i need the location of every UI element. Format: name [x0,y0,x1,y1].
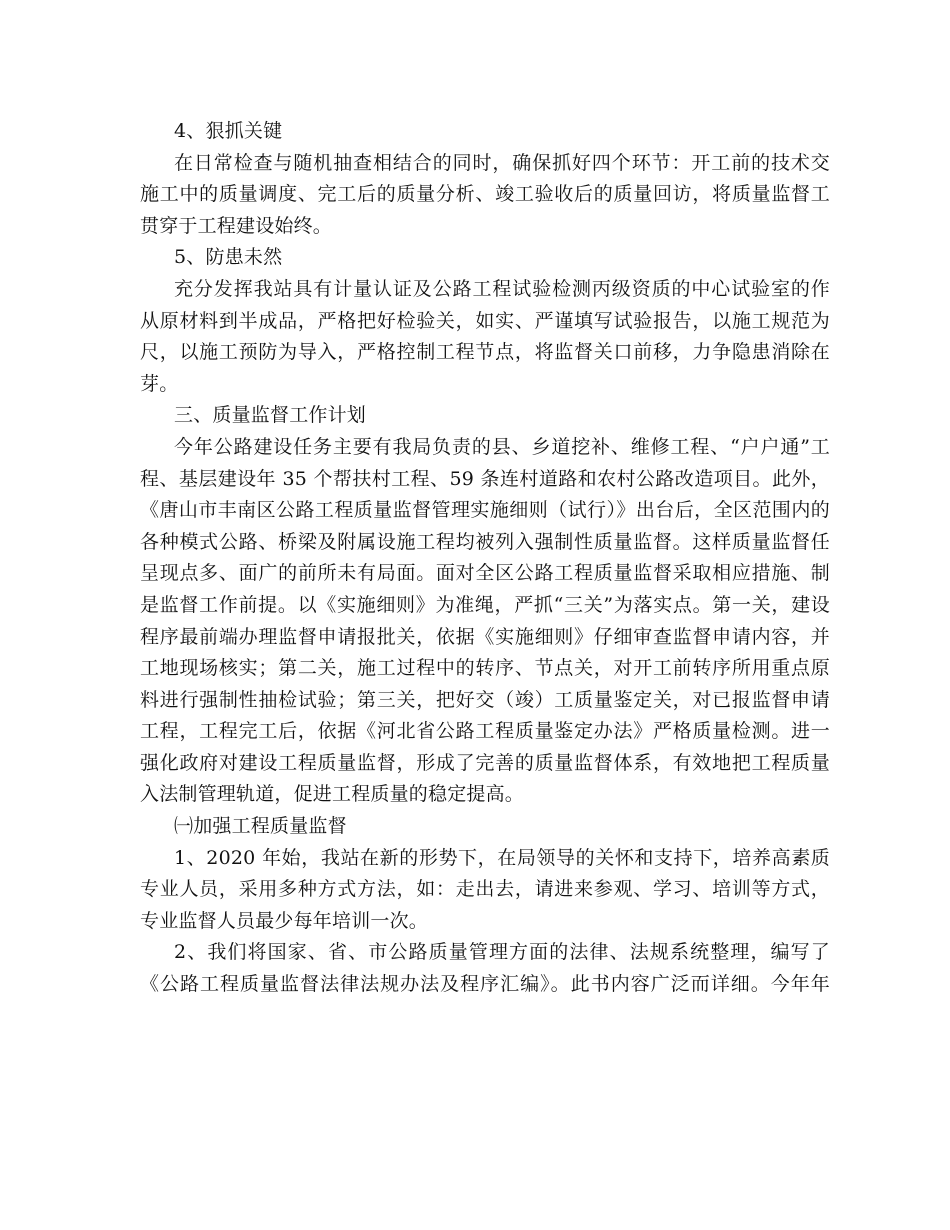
text-line: 《公路工程质量监督法律法规办法及程序汇编》。此书内容广泛而详细。今年年 [140,973,830,996]
section-heading [140,242,830,274]
text-line: 入法制管理轨道，促进工程质量的稳定提高。 [140,783,525,806]
paragraph [140,148,830,243]
text-line: 强化政府对建设工程质量监督，形成了完善的质量监督体系，有效地把工程质量 [140,751,830,774]
text-line: 程序最前端办理监督申请报批关，依据《实施细则》仔细审查监督申请内容，并 [140,625,830,648]
text-line: 充分发挥我站具有计量认证及公路工程试验检测丙级资质的中心试验室的作 [174,277,830,300]
document-body [140,116,830,1001]
text-line: 程、基层建设年 35 个帮扶村工程、59 条连村道路和农村公路改造项目。此外， [140,467,830,490]
section-heading [140,116,830,148]
text-line: 在日常检查与随机抽查相结合的同时，确保抓好四个环节：开工前的技术交 [174,151,830,174]
section-heading [140,400,830,432]
text-line: 今年公路建设任务主要有我局负责的县、乡道挖补、维修工程、“户户通”工 [174,435,830,458]
text-line: 2、我们将国家、省、市公路质量管理方面的法律、法规系统整理，编写了 [174,941,830,964]
text-line: 4、狠抓关键 [174,120,283,142]
paragraph [140,274,830,400]
text-line: 工程，工程完工后，依据《河北省公路工程质量鉴定办法》严格质量检测。进一 [140,720,830,743]
text-line: 施工中的质量调度、完工后的质量分析、竣工验收后的质量回访，将质量监督工 [140,183,830,206]
paragraph [140,432,830,811]
text-line: 专业人员，采用多种方式方法，如：走出去，请进来参观、学习、培训等方式， [140,878,830,901]
text-line: 从原材料到半成品，严格把好检验关，如实、严谨填写试验报告，以施工规范为 [140,309,830,332]
paragraph [140,843,830,938]
text-line: 芽。 [140,372,179,395]
text-line: 呈现点多、面广的前所未有局面。面对全区公路工程质量监督采取相应措施、制 [140,562,830,585]
text-line: 5、防患未然 [174,246,283,269]
text-line: 料进行强制性抽检试验；第三关，把好交（竣）工质量鉴定关，对已报监督申请 [140,688,830,711]
text-line: 各种模式公路、桥梁及附属设施工程均被列入强制性质量监督。这样质量监督任 [140,530,830,553]
paragraph [140,937,830,1000]
text-line: 专业监督人员最少每年培训一次。 [140,909,429,932]
text-line: 三、质量监督工作计划 [174,404,367,427]
text-line: 尺，以施工预防为导入，严格控制工程节点，将监督关口前移，力争隐患消除在 [140,341,830,364]
text-line: ㈠加强工程质量监督 [174,815,347,838]
text-line: 是监督工作前提。以《实施细则》为准绳，严抓“三关”为落实点。第一关，建设 [140,593,830,616]
text-line: 工地现场核实；第二关，施工过程中的转序、节点关，对开工前转序所用重点原 [140,657,830,680]
text-line: 1、2020 年始，我站在新的形势下，在局领导的关怀和支持下，培养高素质 [174,846,830,869]
text-line: 《唐山市丰南区公路工程质量监督管理实施细则（试行）》出台后，全区范围内的 [140,499,830,522]
text-line: 贯穿于工程建设始终。 [140,214,333,237]
section-heading [140,811,830,843]
